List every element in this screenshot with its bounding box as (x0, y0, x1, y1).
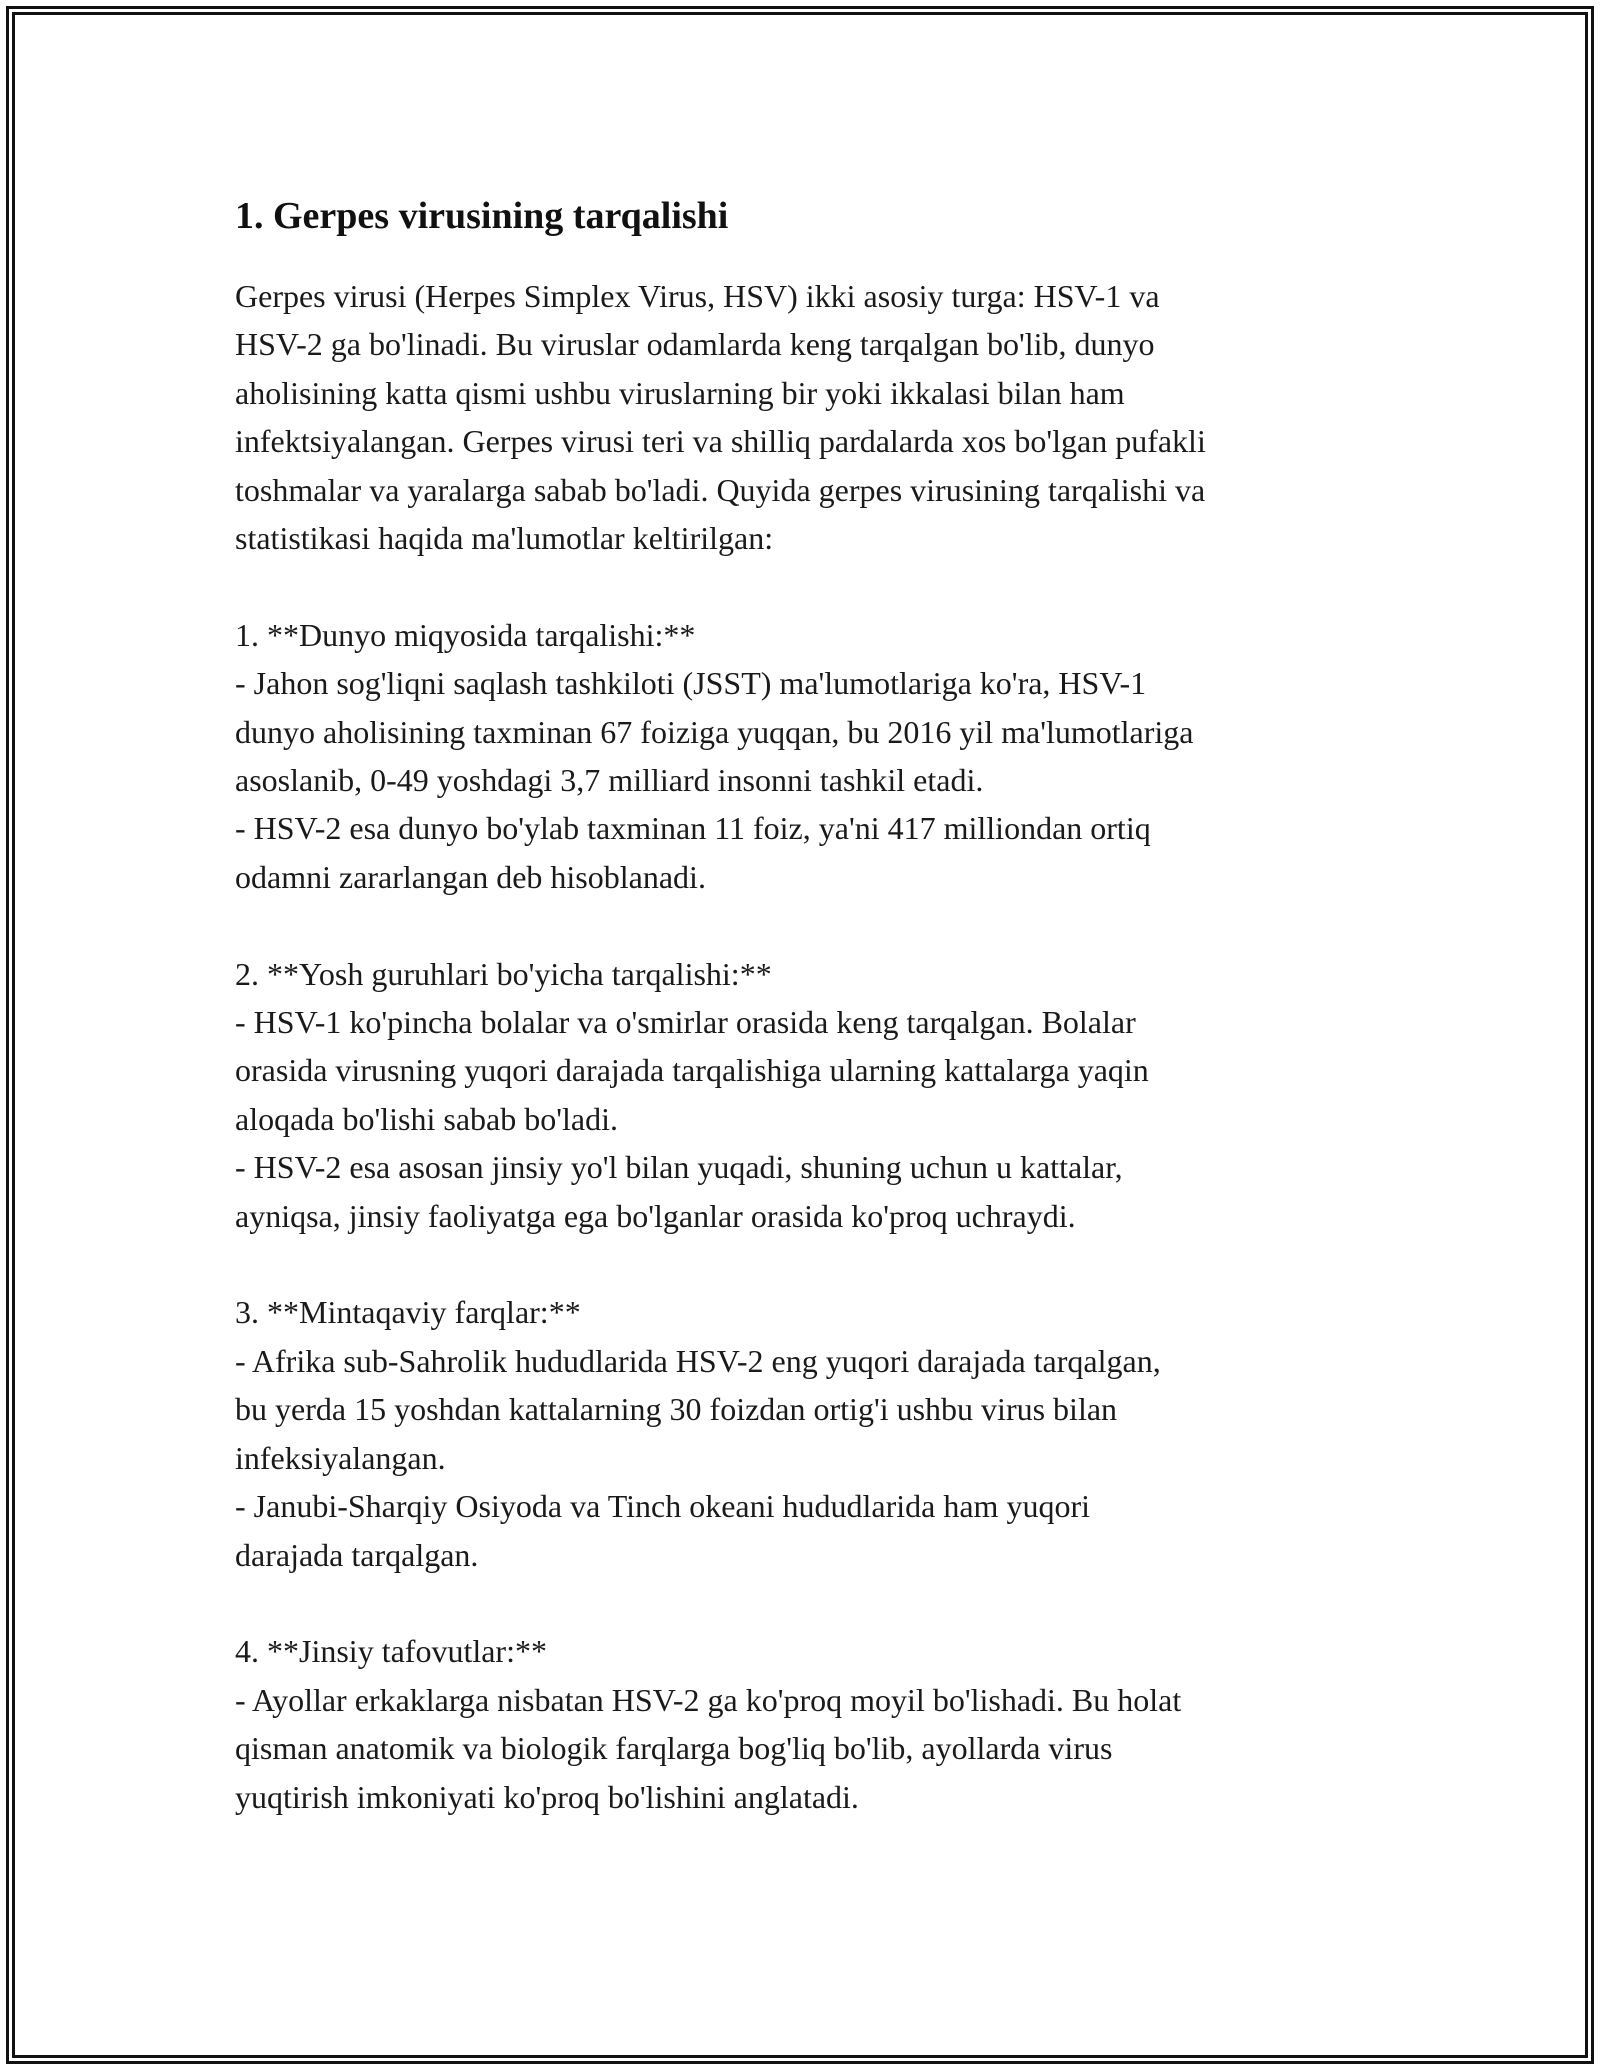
section-regional (235, 1288, 1415, 1578)
section-heading: 1. **Dunyo miqyosida tarqalishi:** (235, 616, 696, 653)
document-title: 1. Gerpes virusining tarqalishi (235, 195, 729, 237)
bullet-item: - HSV-2 esa dunyo bo'ylab taxminan 11 foiz, ya'ni 417 milliondan ortiq odamni zararlangan deb hisoblanadi. (235, 810, 1151, 895)
bullet-item: - HSV-2 esa asosan jinsiy yo'l bilan yuqadi, shuning uchun u kattalar, ayniqsa, jinsiy faoliyatga ega bo'lganlar orasida ko'proq uchraydi. (235, 1149, 1123, 1234)
section-age-groups (235, 950, 1415, 1240)
document-body (235, 190, 1415, 1821)
bullet-item: - Afrika sub-Sahrolik hududlarida HSV-2 eng yuqori darajada tarqalgan, bu yerda 15 yoshdan kattalarning 30 foizdan ortig'i ushbu virus bilan infeksiyalangan. (235, 1342, 1161, 1476)
section-heading: 2. **Yosh guruhlari bo'yicha tarqalishi:** (235, 955, 772, 992)
section-worldwide (235, 611, 1415, 901)
section-gender (235, 1627, 1415, 1821)
bullet-item: - Jahon sog'liqni saqlash tashkiloti (JSST) ma'lumotlariga ko'ra, HSV-1 dunyo aholisining taxminan 67 foiziga yuqqan, bu 2016 yil ma'lumotlariga asoslanib, 0-49 yoshdagi 3,7 milliard insonni tashkil etadi. (235, 665, 1194, 799)
bullet-item: - Ayollar erkaklarga nisbatan HSV-2 ga ko'proq moyil bo'lishadi. Bu holat qisman anatomik va biologik farqlarga bog'liq bo'lib, ayollarda virus yuqtirish imkoniyati ko'proq bo'lishini anglatadi. (235, 1681, 1182, 1815)
bullet-item: - Janubi-Sharqiy Osiyoda va Tinch okeani hududlarida ham yuqori darajada tarqalgan. (235, 1488, 1090, 1573)
section-heading: 3. **Mintaqaviy farqlar:** (235, 1294, 581, 1331)
bullet-item: - HSV-1 ko'pincha bolalar va o'smirlar orasida keng tarqalgan. Bolalar orasida virusning yuqori darajada tarqalishiga ularning kattalarga yaqin aloqada bo'lishi sabab bo'ladi. (235, 1004, 1149, 1137)
section-heading: 4. **Jinsiy tafovutlar:** (235, 1633, 547, 1670)
intro-paragraph: Gerpes virusi (Herpes Simplex Virus, HSV) ikki asosiy turga: HSV-1 va HSV-2 ga bo'linadi. Bu viruslar odamlarda keng tarqalgan bo'lib, dunyo aholisining katta qismi ushbu viruslarning bir yoki ikkalasi bilan ham infektsiyalangan. Gerpes virusi teri va shilliq pardalarda xos bo'lgan pufakli toshmalar va yaralarga sabab bo'ladi. Quyida gerpes virusining tarqalishi va statistikasi haqida ma'lumotlar keltirilgan: (235, 278, 1206, 557)
